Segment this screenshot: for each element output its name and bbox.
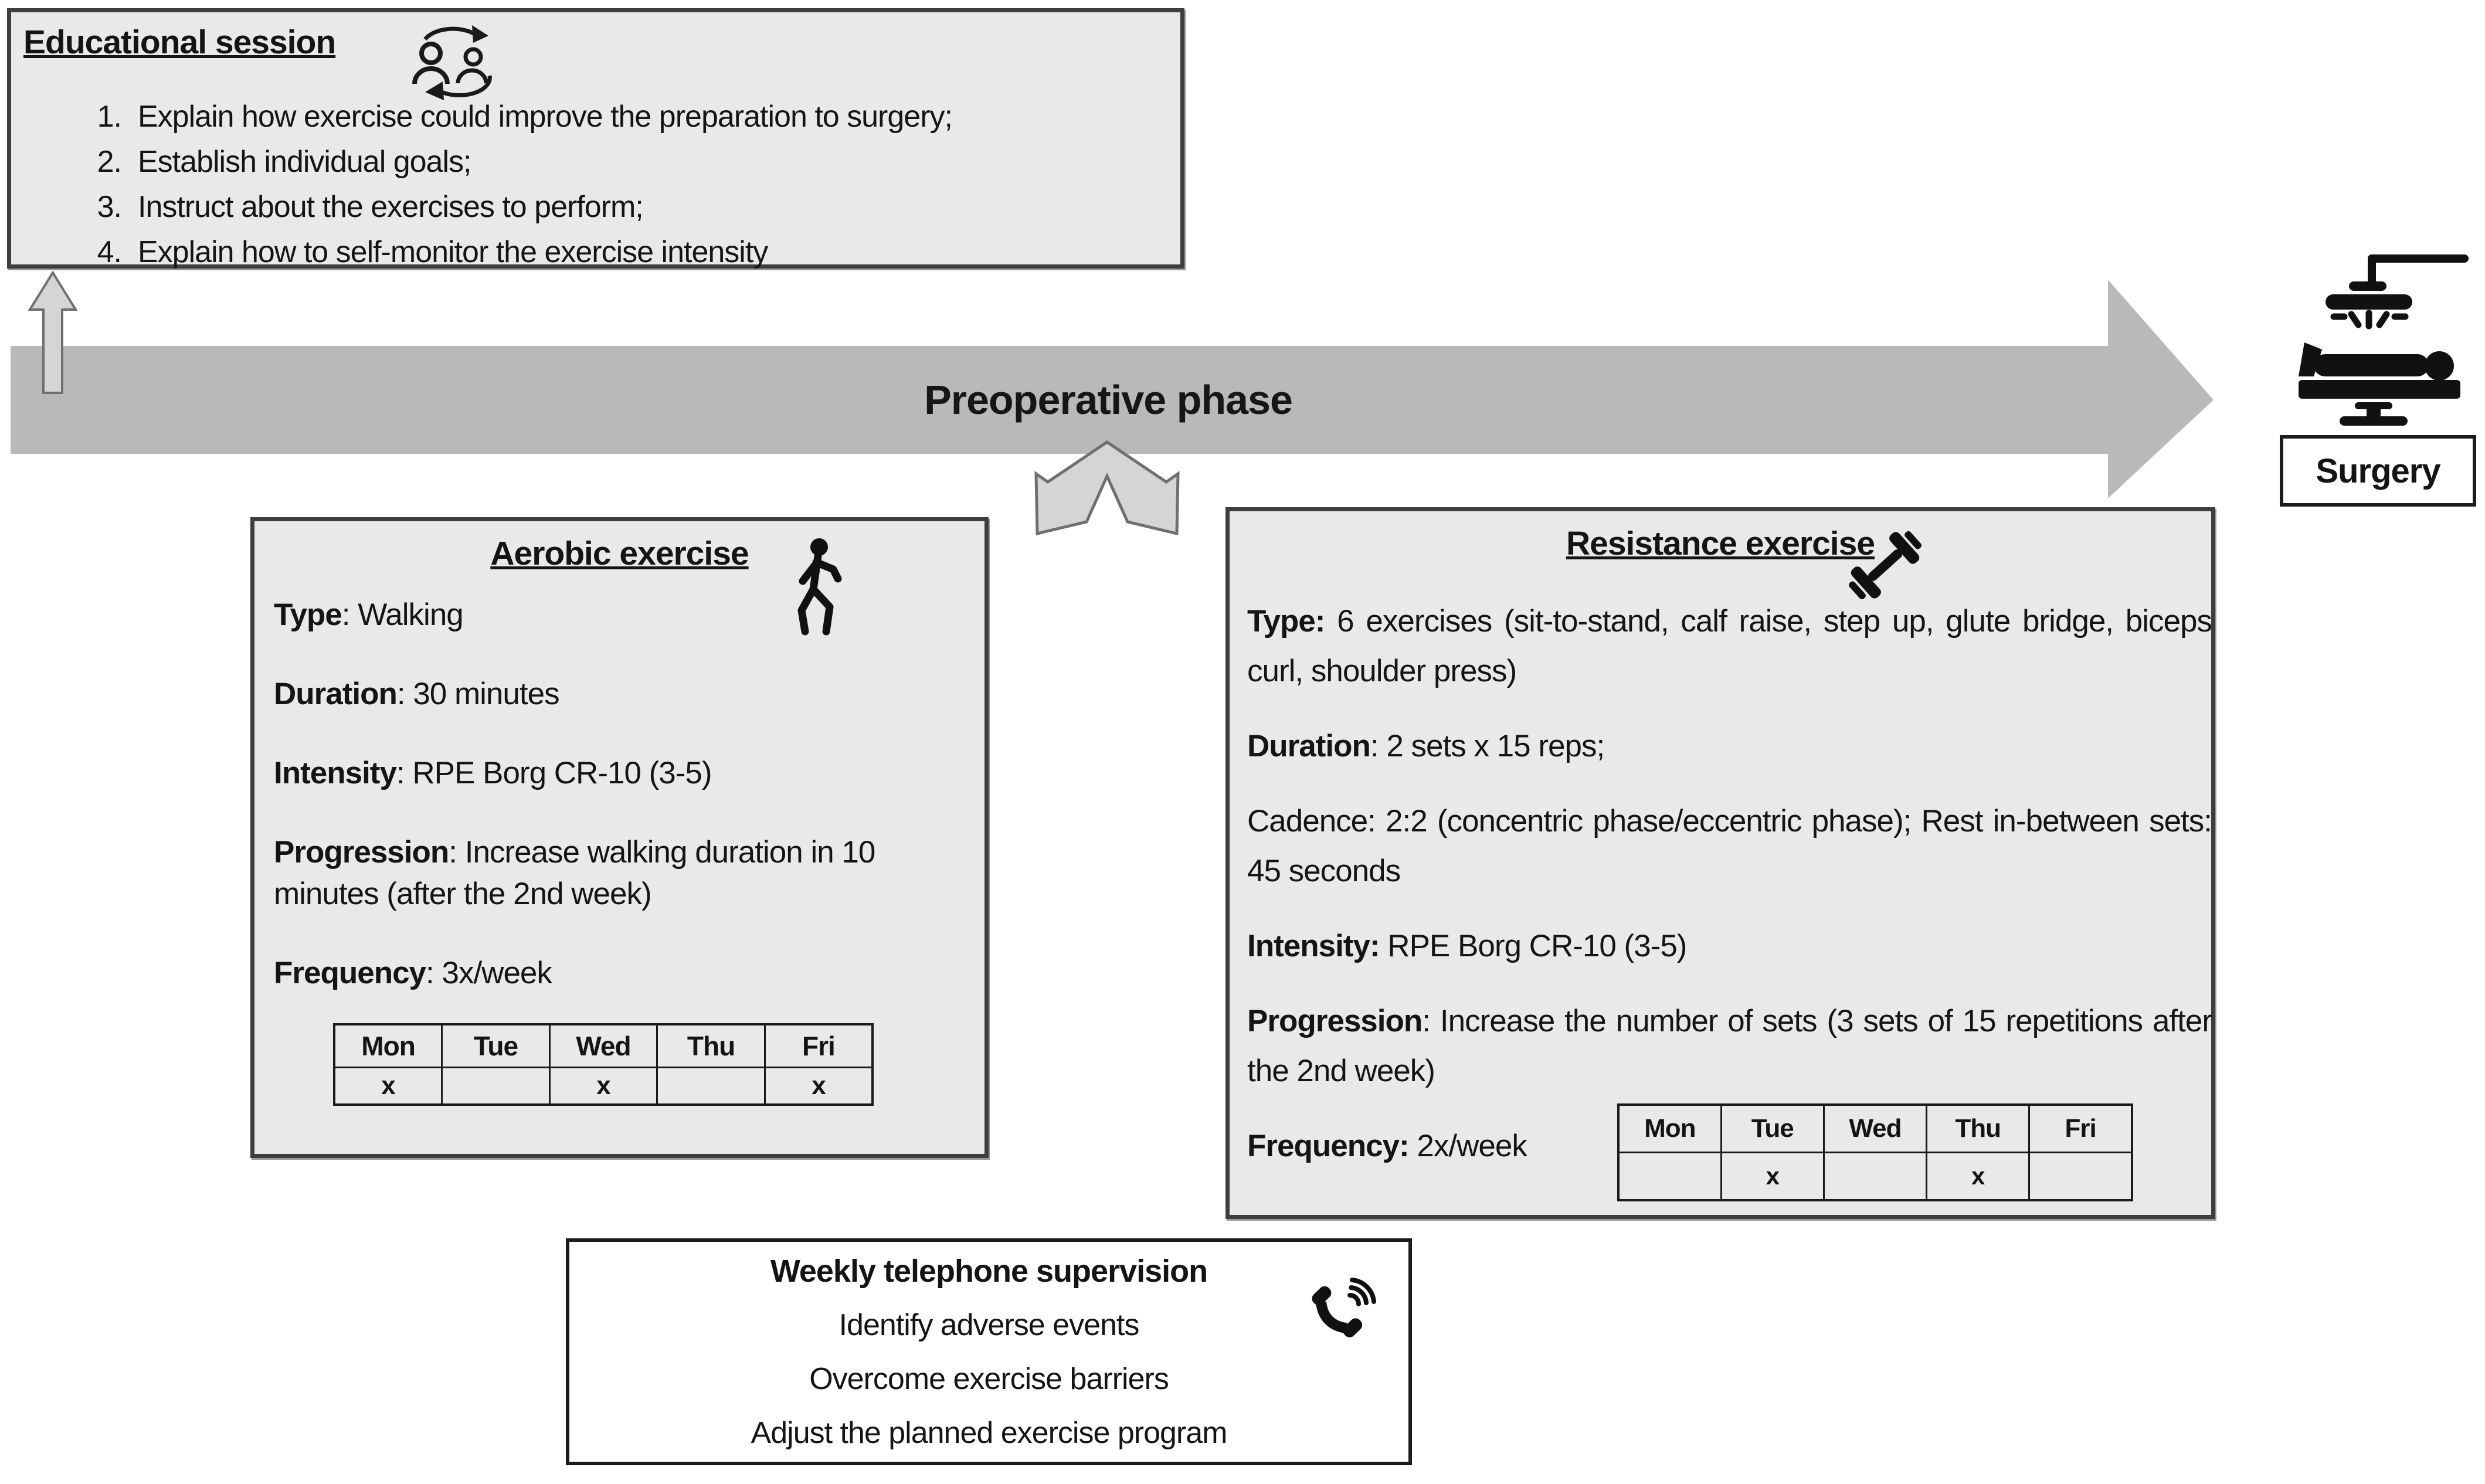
day-header-cell: Wed [549, 1024, 657, 1068]
up-arrow-to-educational-session [28, 271, 77, 395]
day-mark-cell: x [334, 1068, 442, 1105]
field-label: Intensity [274, 756, 396, 790]
telephone-supervision-line: Identify adverse events [838, 1308, 1139, 1342]
telephone-supervision-title: Weekly telephone supervision [770, 1253, 1208, 1289]
resistance-exercise-box [1225, 507, 2215, 1219]
day-mark-cell: x [765, 1068, 873, 1105]
operating-table-icon [2280, 251, 2476, 427]
day-mark-cell [657, 1068, 765, 1105]
educational-item [77, 94, 1167, 140]
aerobic-exercise-box [250, 517, 989, 1158]
day-header-cell: Wed [1824, 1105, 1926, 1153]
item-number: 2. [97, 145, 121, 179]
field-value: 2x/week [1408, 1129, 1527, 1163]
item-text: Explain how to self-monitor the exercise intensity [138, 235, 768, 269]
educational-item [77, 185, 1167, 230]
field-value: : Increase walking duration in 10 minutes (after the 2nd week) [274, 835, 875, 911]
aerobic-type-row [274, 594, 972, 636]
educational-item [77, 230, 1167, 275]
day-header-cell: Mon [1618, 1105, 1721, 1153]
item-number: 3. [97, 190, 121, 224]
resistance-exercise-title: Resistance exercise [1566, 525, 1875, 562]
day-mark-cell [1618, 1153, 1721, 1201]
educational-session-box [7, 8, 1184, 269]
field-value: RPE Borg CR-10 (3-5) [1379, 929, 1687, 963]
field-label: Duration [1247, 729, 1370, 763]
telephone-supervision-line: Adjust the planned exercise program [751, 1415, 1227, 1450]
day-mark-cell: x [1927, 1153, 2029, 1201]
resistance-progression-row [1247, 996, 2212, 1096]
field-label: Frequency: [1247, 1129, 1409, 1163]
day-header-cell: Fri [2029, 1105, 2132, 1153]
field-value: : Increase the number of sets (3 sets of 15 repetitions after the 2nd week) [1247, 1004, 2212, 1088]
day-mark-cell: x [549, 1068, 657, 1105]
field-value: : Walking [341, 597, 463, 632]
preoperative-phase-label: Preoperative phase [924, 377, 1292, 423]
day-header-cell: Fri [765, 1024, 873, 1068]
day-mark-cell [442, 1068, 550, 1105]
aerobic-exercise-title: Aerobic exercise [490, 535, 749, 572]
day-header-cell: Mon [334, 1024, 442, 1068]
telephone-supervision-box [566, 1238, 1412, 1465]
aerobic-progression-row [274, 831, 972, 915]
resistance-intensity-row [1247, 921, 2212, 971]
educational-item-list [77, 94, 1167, 275]
educational-item [77, 140, 1167, 185]
telephone-icon [1309, 1276, 1380, 1346]
field-label: Frequency [274, 956, 426, 990]
educational-session-title: Educational session [23, 23, 336, 61]
aerobic-fields [274, 594, 972, 1031]
field-value: : 2 sets x 15 reps; [1370, 729, 1605, 763]
day-header-cell: Thu [657, 1024, 765, 1068]
day-header-cell: Tue [1721, 1105, 1824, 1153]
item-text: Establish individual goals; [138, 145, 471, 179]
resistance-type-row [1247, 596, 2212, 696]
item-text: Explain how exercise could improve the preparation to surgery; [138, 100, 952, 134]
aerobic-intensity-row [274, 752, 972, 794]
telephone-supervision-line: Overcome exercise barriers [809, 1361, 1169, 1396]
surgery-label: Surgery [2316, 451, 2440, 490]
surgery-label-box [2280, 435, 2476, 507]
schedule-header-row [334, 1024, 873, 1068]
day-header-cell: Thu [1927, 1105, 2029, 1153]
aerobic-duration-row [274, 673, 972, 715]
field-value: : 30 minutes [396, 677, 559, 711]
day-mark-cell [2029, 1153, 2132, 1201]
fork-arrow-to-exercises [1029, 440, 1186, 538]
day-mark-cell: x [1721, 1153, 1824, 1201]
resistance-schedule-table [1617, 1103, 2133, 1201]
resistance-duration-row [1247, 721, 2212, 771]
field-label: Progression [274, 835, 449, 870]
field-value: : 3x/week [426, 956, 552, 990]
schedule-marks-row [334, 1068, 873, 1105]
field-value: 6 exercises (sit-to-stand, calf raise, step up, glute bridge, biceps curl, shoulder press) [1247, 604, 2212, 688]
schedule-header-row [1618, 1105, 2132, 1153]
field-label: Duration [274, 677, 397, 711]
people-exchange-icon [408, 21, 507, 103]
resistance-cadence-row [1247, 796, 2212, 896]
day-header-cell: Tue [442, 1024, 550, 1068]
field-label: Type: [1247, 604, 1325, 639]
item-number: 4. [97, 235, 121, 269]
field-label: Intensity: [1247, 929, 1380, 963]
field-label: Type [274, 597, 342, 632]
aerobic-schedule-table [333, 1023, 874, 1106]
item-number: 1. [97, 100, 121, 134]
aerobic-frequency-row [274, 952, 972, 994]
field-value: : RPE Borg CR-10 (3-5) [396, 756, 712, 790]
field-value: Cadence: 2:2 (concentric phase/eccentric phase); Rest in-between sets: 45 seconds [1247, 804, 2212, 888]
field-label: Progression [1247, 1004, 1423, 1038]
day-mark-cell [1824, 1153, 1926, 1201]
schedule-marks-row [1618, 1153, 2132, 1201]
item-text: Instruct about the exercises to perform; [138, 190, 643, 224]
